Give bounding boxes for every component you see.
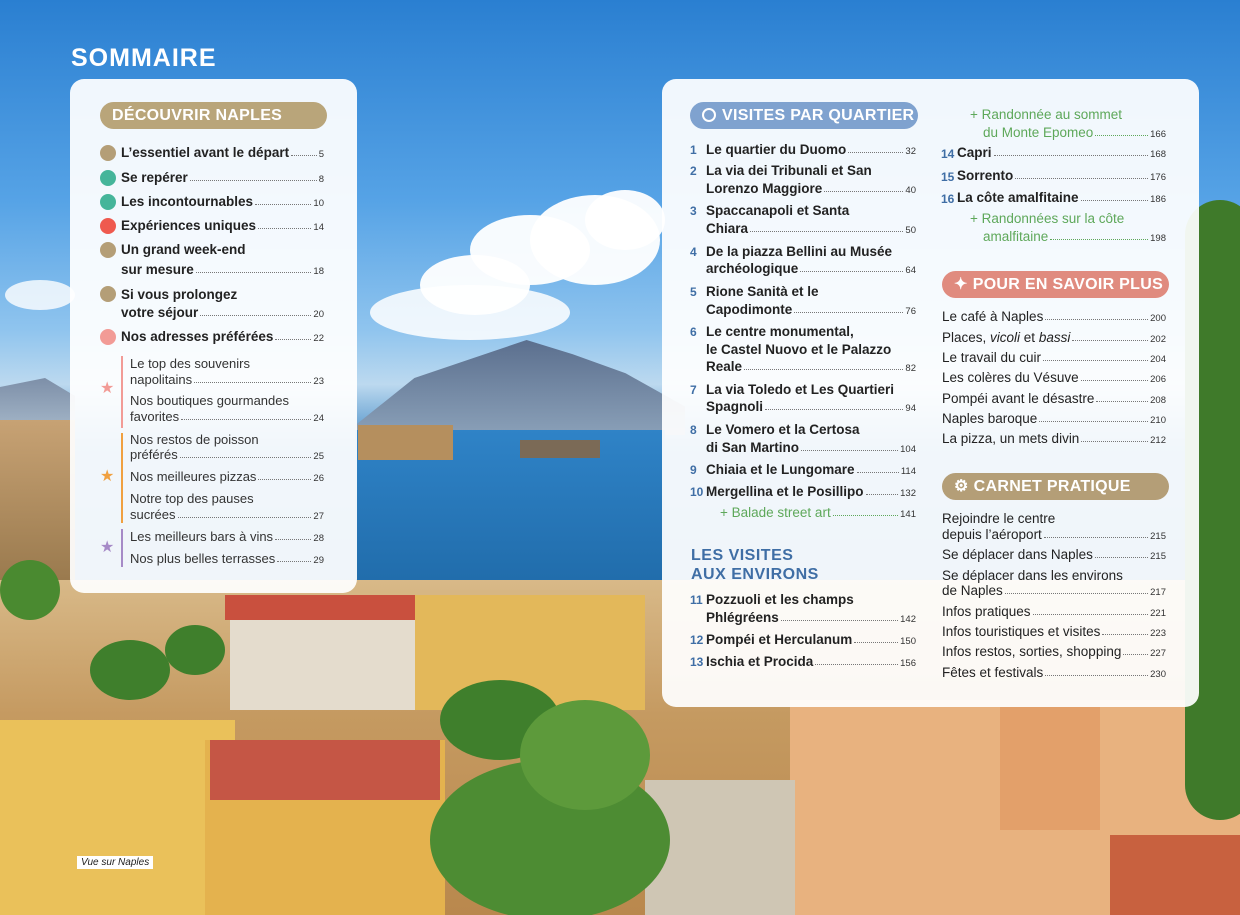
- entry-number: 10: [690, 485, 704, 499]
- entry-number: 7: [690, 383, 697, 397]
- toc-plain-entry[interactable]: Infos pratiques 221: [942, 604, 1166, 619]
- toc-entry-label[interactable]: Rione Sanità et le: [706, 284, 819, 299]
- toc-sub-label[interactable]: Nos boutiques gourmandes: [130, 393, 289, 408]
- toc-entry[interactable]: Expériences uniques 14: [121, 218, 324, 233]
- environs-heading-line1: LES VISITES: [691, 547, 794, 564]
- toc-entry[interactable]: La côte amalfitaine 186: [957, 190, 1166, 205]
- toc-plain-entry[interactable]: Infos touristiques et visites 223: [942, 624, 1166, 639]
- toc-entry-label[interactable]: De la piazza Bellini au Musée: [706, 244, 893, 259]
- toc-extra-entry[interactable]: amalfitaine 198: [983, 229, 1166, 244]
- toc-entry[interactable]: Capodimonte 76: [706, 302, 916, 317]
- star-icon: ★: [100, 539, 115, 556]
- group-bar: [121, 356, 123, 428]
- toc-entry[interactable]: votre séjour 20: [121, 305, 324, 320]
- group-bar: [121, 529, 123, 567]
- toc-entry[interactable]: Les incontournables 10: [121, 194, 324, 209]
- toc-entry[interactable]: Spagnoli 94: [706, 399, 916, 414]
- gear-icon: ⚙: [954, 478, 969, 495]
- entry-number: 11: [690, 593, 703, 607]
- toc-extra-entry[interactable]: du Monte Epomeo 166: [983, 125, 1166, 140]
- entry-number: 14: [941, 147, 955, 161]
- toc-plain-label[interactable]: Se déplacer dans les environs: [942, 568, 1123, 583]
- section-header-savoir: ✦ POUR EN SAVOIR PLUS: [942, 271, 1169, 298]
- toc-sub-entry[interactable]: favorites 24: [130, 409, 324, 424]
- toc-sub-entry[interactable]: sucrées 27: [130, 507, 324, 522]
- entry-number: 13: [690, 655, 704, 669]
- toc-plain-label[interactable]: Rejoindre le centre: [942, 511, 1056, 526]
- toc-entry[interactable]: Chiaia et le Lungomare 114: [706, 462, 916, 477]
- entry-number: 4: [690, 245, 697, 259]
- toc-plain-entry[interactable]: Les colères du Vésuve 206: [942, 370, 1166, 385]
- toc-entry[interactable]: Ischia et Procida 156: [706, 654, 916, 669]
- toc-sub-entry[interactable]: Nos meilleures pizzas 26: [130, 469, 324, 484]
- toc-plain-entry[interactable]: Infos restos, sorties, shopping 227: [942, 644, 1166, 659]
- sparkle-icon: ✦: [954, 276, 968, 293]
- star-icon: ★: [100, 380, 115, 397]
- toc-entry-label[interactable]: Le Vomero et la Certosa: [706, 422, 860, 437]
- toc-entry[interactable]: L’essentiel avant le départ 5: [121, 145, 324, 160]
- bullet-icon: [100, 242, 116, 258]
- toc-plain-entry[interactable]: Fêtes et festivals 230: [942, 665, 1166, 680]
- section-header-decouvrir: DÉCOUVRIR NAPLES: [100, 102, 327, 129]
- entry-number: 8: [690, 423, 697, 437]
- entry-number: 12: [690, 633, 704, 647]
- toc-entry[interactable]: archéologique 64: [706, 261, 916, 276]
- toc-entry[interactable]: Lorenzo Maggiore 40: [706, 181, 916, 196]
- toc-entry-label[interactable]: Le centre monumental,: [706, 324, 854, 339]
- toc-sub-label[interactable]: Nos restos de poisson: [130, 432, 259, 447]
- toc-entry[interactable]: Capri 168: [957, 145, 1166, 160]
- page-title: SOMMAIRE: [71, 44, 217, 72]
- toc-sub-label[interactable]: Le top des souvenirs: [130, 356, 250, 371]
- entry-number: 2: [690, 164, 697, 178]
- entry-number: 9: [690, 463, 697, 477]
- entry-number: 5: [690, 285, 697, 299]
- entry-number: 3: [690, 204, 697, 218]
- toc-entry-label[interactable]: La via dei Tribunali et San: [706, 163, 872, 178]
- toc-entry-label[interactable]: Pozzuoli et les champs: [706, 592, 854, 607]
- toc-sub-entry[interactable]: Les meilleurs bars à vins 28: [130, 529, 324, 544]
- toc-sub-entry[interactable]: préférés 25: [130, 447, 324, 462]
- bullet-icon: [100, 286, 116, 302]
- toc-plain-entry[interactable]: depuis l’aéroport 215: [942, 527, 1166, 542]
- toc-entry[interactable]: Chiara 50: [706, 221, 916, 236]
- toc-entry[interactable]: Se repérer 8: [121, 170, 324, 185]
- toc-plain-entry[interactable]: Le café à Naples 200: [942, 309, 1166, 324]
- toc-entry[interactable]: Phlégréens 142: [706, 610, 916, 625]
- group-bar: [121, 433, 123, 523]
- toc-entry-label[interactable]: Spaccanapoli et Santa: [706, 203, 850, 218]
- entry-number: 16: [941, 192, 955, 206]
- toc-entry[interactable]: Reale 82: [706, 359, 916, 374]
- toc-extra-label[interactable]: + Randonnée au sommet: [970, 107, 1122, 122]
- toc-sub-entry[interactable]: napolitains 23: [130, 372, 324, 387]
- bullet-icon: [100, 170, 116, 186]
- bullet-icon: [100, 218, 116, 234]
- toc-entry[interactable]: Pompéi et Herculanum 150: [706, 632, 916, 647]
- toc-plain-entry[interactable]: Places, vicoli et bassi 202: [942, 330, 1166, 345]
- toc-entry-label[interactable]: Un grand week-end: [121, 242, 246, 257]
- toc-plain-entry[interactable]: Le travail du cuir 204: [942, 350, 1166, 365]
- bullet-icon: [100, 329, 116, 345]
- entry-number: 1: [690, 143, 697, 157]
- environs-heading-line2: AUX ENVIRONS: [691, 566, 819, 583]
- toc-entry[interactable]: sur mesure 18: [121, 262, 324, 277]
- section-header-carnet: ⚙ CARNET PRATIQUE: [942, 473, 1169, 500]
- toc-entry-label[interactable]: le Castel Nuovo et le Palazzo: [706, 342, 892, 357]
- toc-sub-entry[interactable]: Nos plus belles terrasses 29: [130, 551, 324, 566]
- toc-entry[interactable]: Mergellina et le Posillipo 132: [706, 484, 916, 499]
- toc-sub-label[interactable]: Notre top des pauses: [130, 491, 254, 506]
- photo-caption: Vue sur Naples: [77, 856, 153, 869]
- toc-plain-entry[interactable]: de Naples 217: [942, 583, 1166, 598]
- bullet-icon: [100, 145, 116, 161]
- toc-entry[interactable]: Nos adresses préférées 22: [121, 329, 324, 344]
- toc-plain-entry[interactable]: Se déplacer dans Naples 215: [942, 547, 1166, 562]
- toc-plain-entry[interactable]: La pizza, un mets divin 212: [942, 431, 1166, 446]
- toc-entry-label[interactable]: Si vous prolongez: [121, 287, 238, 302]
- bullet-icon: [100, 194, 116, 210]
- toc-entry-label[interactable]: La via Toledo et Les Quartieri: [706, 382, 895, 397]
- entry-number: 15: [941, 170, 955, 184]
- toc-plain-entry[interactable]: Naples baroque 210: [942, 411, 1166, 426]
- compass-icon: [702, 108, 716, 122]
- toc-plain-entry[interactable]: Pompéi avant le désastre 208: [942, 391, 1166, 406]
- star-icon: ★: [100, 468, 115, 485]
- toc-entry[interactable]: Sorrento 176: [957, 168, 1166, 183]
- toc-entry[interactable]: Le quartier du Duomo 32: [706, 142, 916, 157]
- toc-entry[interactable]: di San Martino 104: [706, 440, 916, 455]
- entry-number: 6: [690, 325, 697, 339]
- section-header-visites: VISITES PAR QUARTIER: [690, 102, 918, 129]
- toc-extra-label[interactable]: + Randonnées sur la côte: [970, 211, 1125, 226]
- toc-extra-entry[interactable]: + Balade street art 141: [720, 505, 916, 520]
